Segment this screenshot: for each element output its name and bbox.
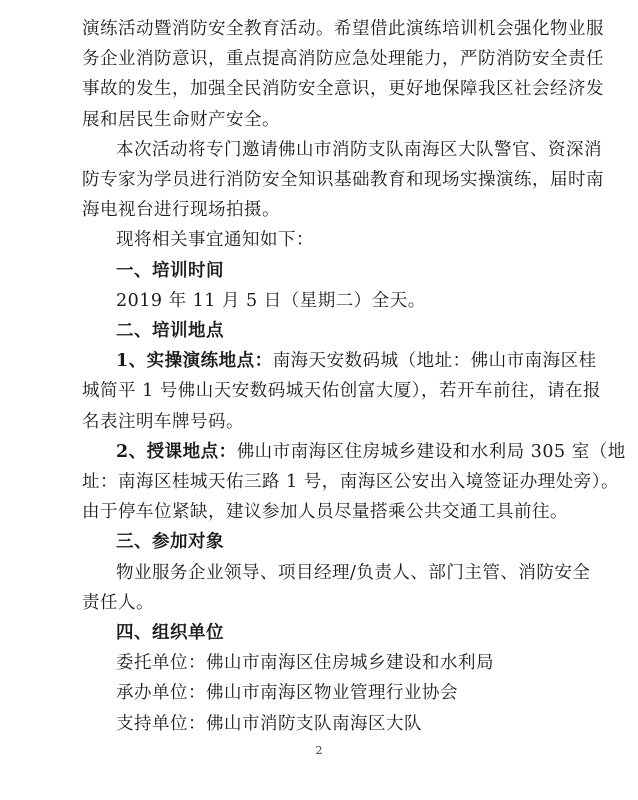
section3-heading: 三、参加对象 (116, 532, 224, 553)
intro-line-3: 事故的发生，加强全民消防安全意识，更好地保障我区社会经济发 (82, 79, 604, 100)
notice-line: 现将相关事宜通知如下： (116, 230, 314, 251)
section4-entrust: 委托单位：佛山市南海区住房城乡建设和水利局 (116, 653, 494, 674)
section2-item2-text: 佛山市南海区住房城乡建设和水利局 305 室（地 (236, 441, 626, 462)
intro-line-2: 务企业消防意识，重点提高消防应急处理能力，严防消防安全责任 (82, 49, 604, 70)
section2-item1-line2: 城简平 1 号佛山天安数码城天佑创富大厦），若开车前往，请在报 (82, 381, 602, 402)
section2-item2-label: 2、授课地点： (116, 441, 237, 462)
section4-organizer: 承办单位：佛山市南海区物业管理行业协会 (116, 683, 458, 704)
section2-item1-label: 1、实操演练地点： (116, 351, 273, 372)
section2-item2-line2: 址：南海区桂城天佑三路 1 号，南海区公安出入境签证办理处旁）。 (82, 472, 620, 492)
section4-heading: 四、组织单位 (116, 623, 224, 643)
section2-heading: 二、培训地点 (116, 321, 224, 341)
invite-line-2: 防专家为学员进行消防安全知识基础教育和现场实操演练，届时南 (82, 170, 604, 190)
section1-text: 2019 年 11 月 5 日（星期二）全天。 (116, 290, 426, 311)
page-number: 2 (315, 744, 323, 757)
intro-line-1: 演练活动暨消防安全教育活动。希望借此演练培训机会强化物业服 (82, 19, 604, 39)
invite-line-3: 海电视台进行现场拍摄。 (82, 200, 280, 221)
intro-line-4: 展和居民生命财产安全。 (82, 109, 280, 130)
section3-line1: 物业服务企业领导、项目经理/负责人、部门主管、消防安全 (116, 562, 591, 583)
section1-heading: 一、培训时间 (116, 260, 224, 281)
section4-supporter: 支持单位：佛山市消防支队南海区大队 (116, 713, 422, 734)
section3-line2: 责任人。 (82, 592, 154, 613)
invite-line-1: 本次活动将专门邀请佛山市消防支队南海区大队警官、资深消 (116, 139, 602, 160)
section2-item2-line3: 由于停车位紧缺，建议参加人员尽量搭乘公共交通工具前往。 (82, 502, 568, 523)
section2-item1-text: 南海天安数码城（地址：佛山市南海区桂 (272, 351, 597, 372)
section2-item1-line3: 名表注明车牌号码。 (82, 411, 244, 432)
